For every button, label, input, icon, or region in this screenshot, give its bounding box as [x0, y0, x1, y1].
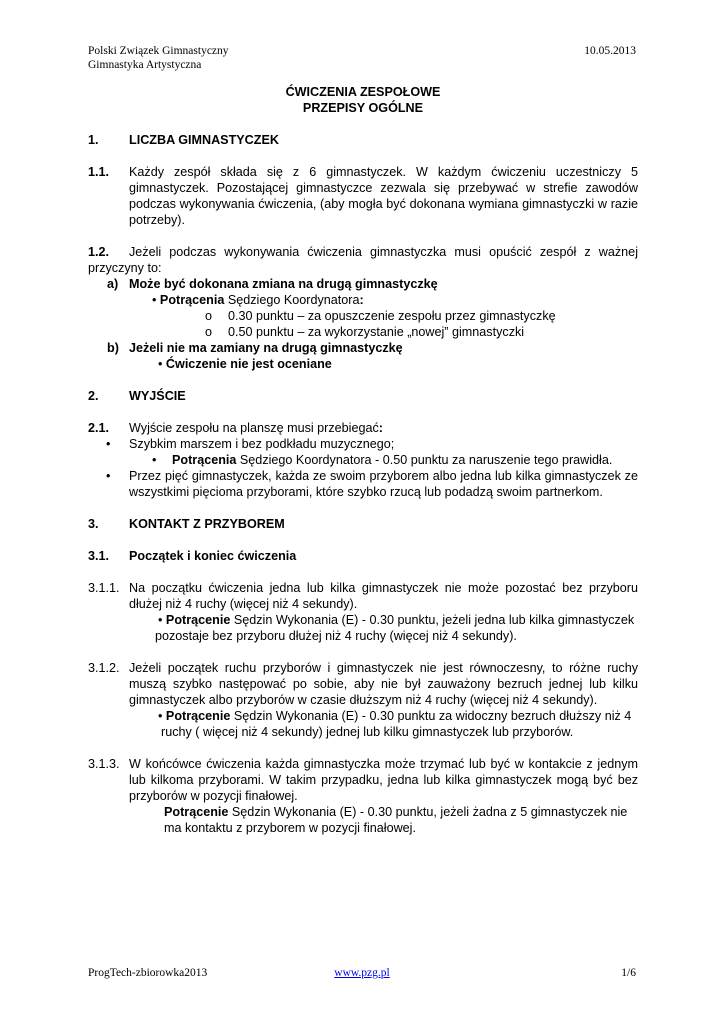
paragraph-3-1-3: 3.1.3. W końcówce ćwiczenia każda gimnastyczka może trzymać lub być w kontakcie z jednym lub kilkoma przyborami. W takim przypadku, jedna lub kilka gimnastyczek mogą być bez przyborów w pozycji finałowej. — [88, 757, 638, 803]
list-sub-item: • Potrącenia Sędziego Koordynatora - 0.50 punktu za naruszenie tego prawidła. — [152, 453, 613, 467]
footer-document-name: ProgTech-zbiorowka2013 — [88, 967, 208, 979]
paragraph-2-1: 2.1. Wyjście zespołu na planszę musi przebiegać: — [88, 421, 383, 435]
document-title: ĆWICZENIA ZESPOŁOWE — [285, 85, 441, 99]
option-a-penalty-2: o 0.50 punktu – za wykorzystanie „nowej” gimnastyczki — [205, 325, 525, 339]
bullet-icon: • — [158, 709, 163, 723]
paragraph-1-1: 1.1. Każdy zespół składa się z 6 gimnastyczek. W każdym ćwiczeniu uczestniczy 5 gimnastyczek. Pozostającej gimnastyczce zezwala się przebywać w strefie zawodów podczas wykonywania ćwiczenia, (aby mogła być dokonana wymiana gimnastyczki w razie potrzeby). — [88, 165, 638, 227]
circle-bullet-icon: o — [205, 309, 213, 323]
bullet-icon: • — [158, 613, 163, 627]
penalty-3-1-1: • Potrącenie Sędzin Wykonania (E) - 0.30 punktu, jeżeli jedna lub kilka gimnastyczek — [158, 613, 635, 627]
option-b-item: • Ćwiczenie nie jest oceniane — [158, 357, 332, 371]
header-discipline: Gimnastyka Artystyczna — [88, 59, 202, 71]
paragraph-3-1-1: 3.1.1. Na początku ćwiczenia jedna lub kilka gimnastyczek nie może pozostać bez przyboru dłużej niż 4 ruchy (więcej niż 4 sekundy). — [88, 581, 638, 611]
option-a: a) Może być dokonana zmiana na drugą gimnastyczkę — [107, 277, 438, 291]
paragraph-3-1-2: 3.1.2. Jeżeli początek ruchu przyborów i gimnastyczek nie jest równoczesny, to różne ruchy muszą szybko następować po sobie, aby nie był zauważony bezruch jednej lub kilku gimnastyczek albo przyborów w czasie dłuższym niż 4 ruchy (więcej niż 4 sekundy). — [88, 661, 638, 707]
option-a-penalty: • Potrącenia Sędziego Koordynatora: — [152, 293, 364, 307]
penalty-3-1-2: • Potrącenie Sędzin Wykonania (E) - 0.30 punktu za widoczny bezruch dłuższy niż 4 — [158, 709, 632, 723]
footer-website-link[interactable]: www.pzg.pl — [334, 967, 390, 979]
page-header-left — [88, 44, 229, 72]
footer-link-wrap — [0, 967, 724, 979]
bullet-icon: • — [152, 453, 157, 467]
penalty-3-1-1-cont: pozostaje bez przyboru dłużej niż 4 ruchy (więcej niż 4 sekundy). — [155, 629, 517, 643]
bullet-icon: • — [106, 437, 111, 451]
section-3-heading: 3. KONTAKT Z PRZYBOREM — [88, 517, 285, 531]
document-body — [88, 84, 638, 836]
header-date: 10.05.2013 — [584, 45, 636, 57]
header-organization: Polski Związek Gimnastyczny — [88, 45, 229, 57]
option-b: b) Jeżeli nie ma zamiany na drugą gimnastyczkę — [107, 341, 403, 355]
penalty-3-1-2-cont: ruchy ( więcej niż 4 sekundy) jednej lub kilku gimnastyczek lub przyborów. — [161, 725, 574, 739]
document-subtitle: PRZEPISY OGÓLNE — [302, 101, 424, 115]
section-2-heading: 2. WYJŚCIE — [88, 389, 186, 403]
section-3-1-heading: 3.1. Początek i koniec ćwiczenia — [88, 549, 297, 563]
section-1-heading: 1. LICZBA GIMNASTYCZEK — [88, 133, 279, 147]
paragraph-1-2: 1.2. Jeżeli podczas wykonywania ćwiczenia gimnastyczka musi opuścić zespół z ważnej przyczyny to: — [88, 245, 638, 275]
list-item: • Przez pięć gimnastyczek, każda ze swoim przyborem albo jedna lub kilka gimnastyczek ze wszystkimi pięcioma przyborami, które szybko rzucą lub podadzą swoim partnerkom. — [88, 468, 638, 500]
bullet-icon: • — [158, 357, 163, 371]
bullet-icon: • — [152, 293, 157, 307]
circle-bullet-icon: o — [205, 325, 213, 339]
list-item: • Szybkim marszem i bez podkładu muzycznego; — [88, 436, 638, 452]
penalty-3-1-3: Potrącenie Sędzin Wykonania (E) - 0.30 punktu, jeżeli żadna z 5 gimnastyczek nie ma kontaktu z przyborem w pozycji finałowej. — [164, 805, 628, 835]
bullet-icon: • — [106, 469, 111, 483]
option-a-penalty-1: o 0.30 punktu – za opuszczenie zespołu przez gimnastyczkę — [205, 309, 556, 323]
footer-page-number: 1/6 — [621, 967, 636, 979]
